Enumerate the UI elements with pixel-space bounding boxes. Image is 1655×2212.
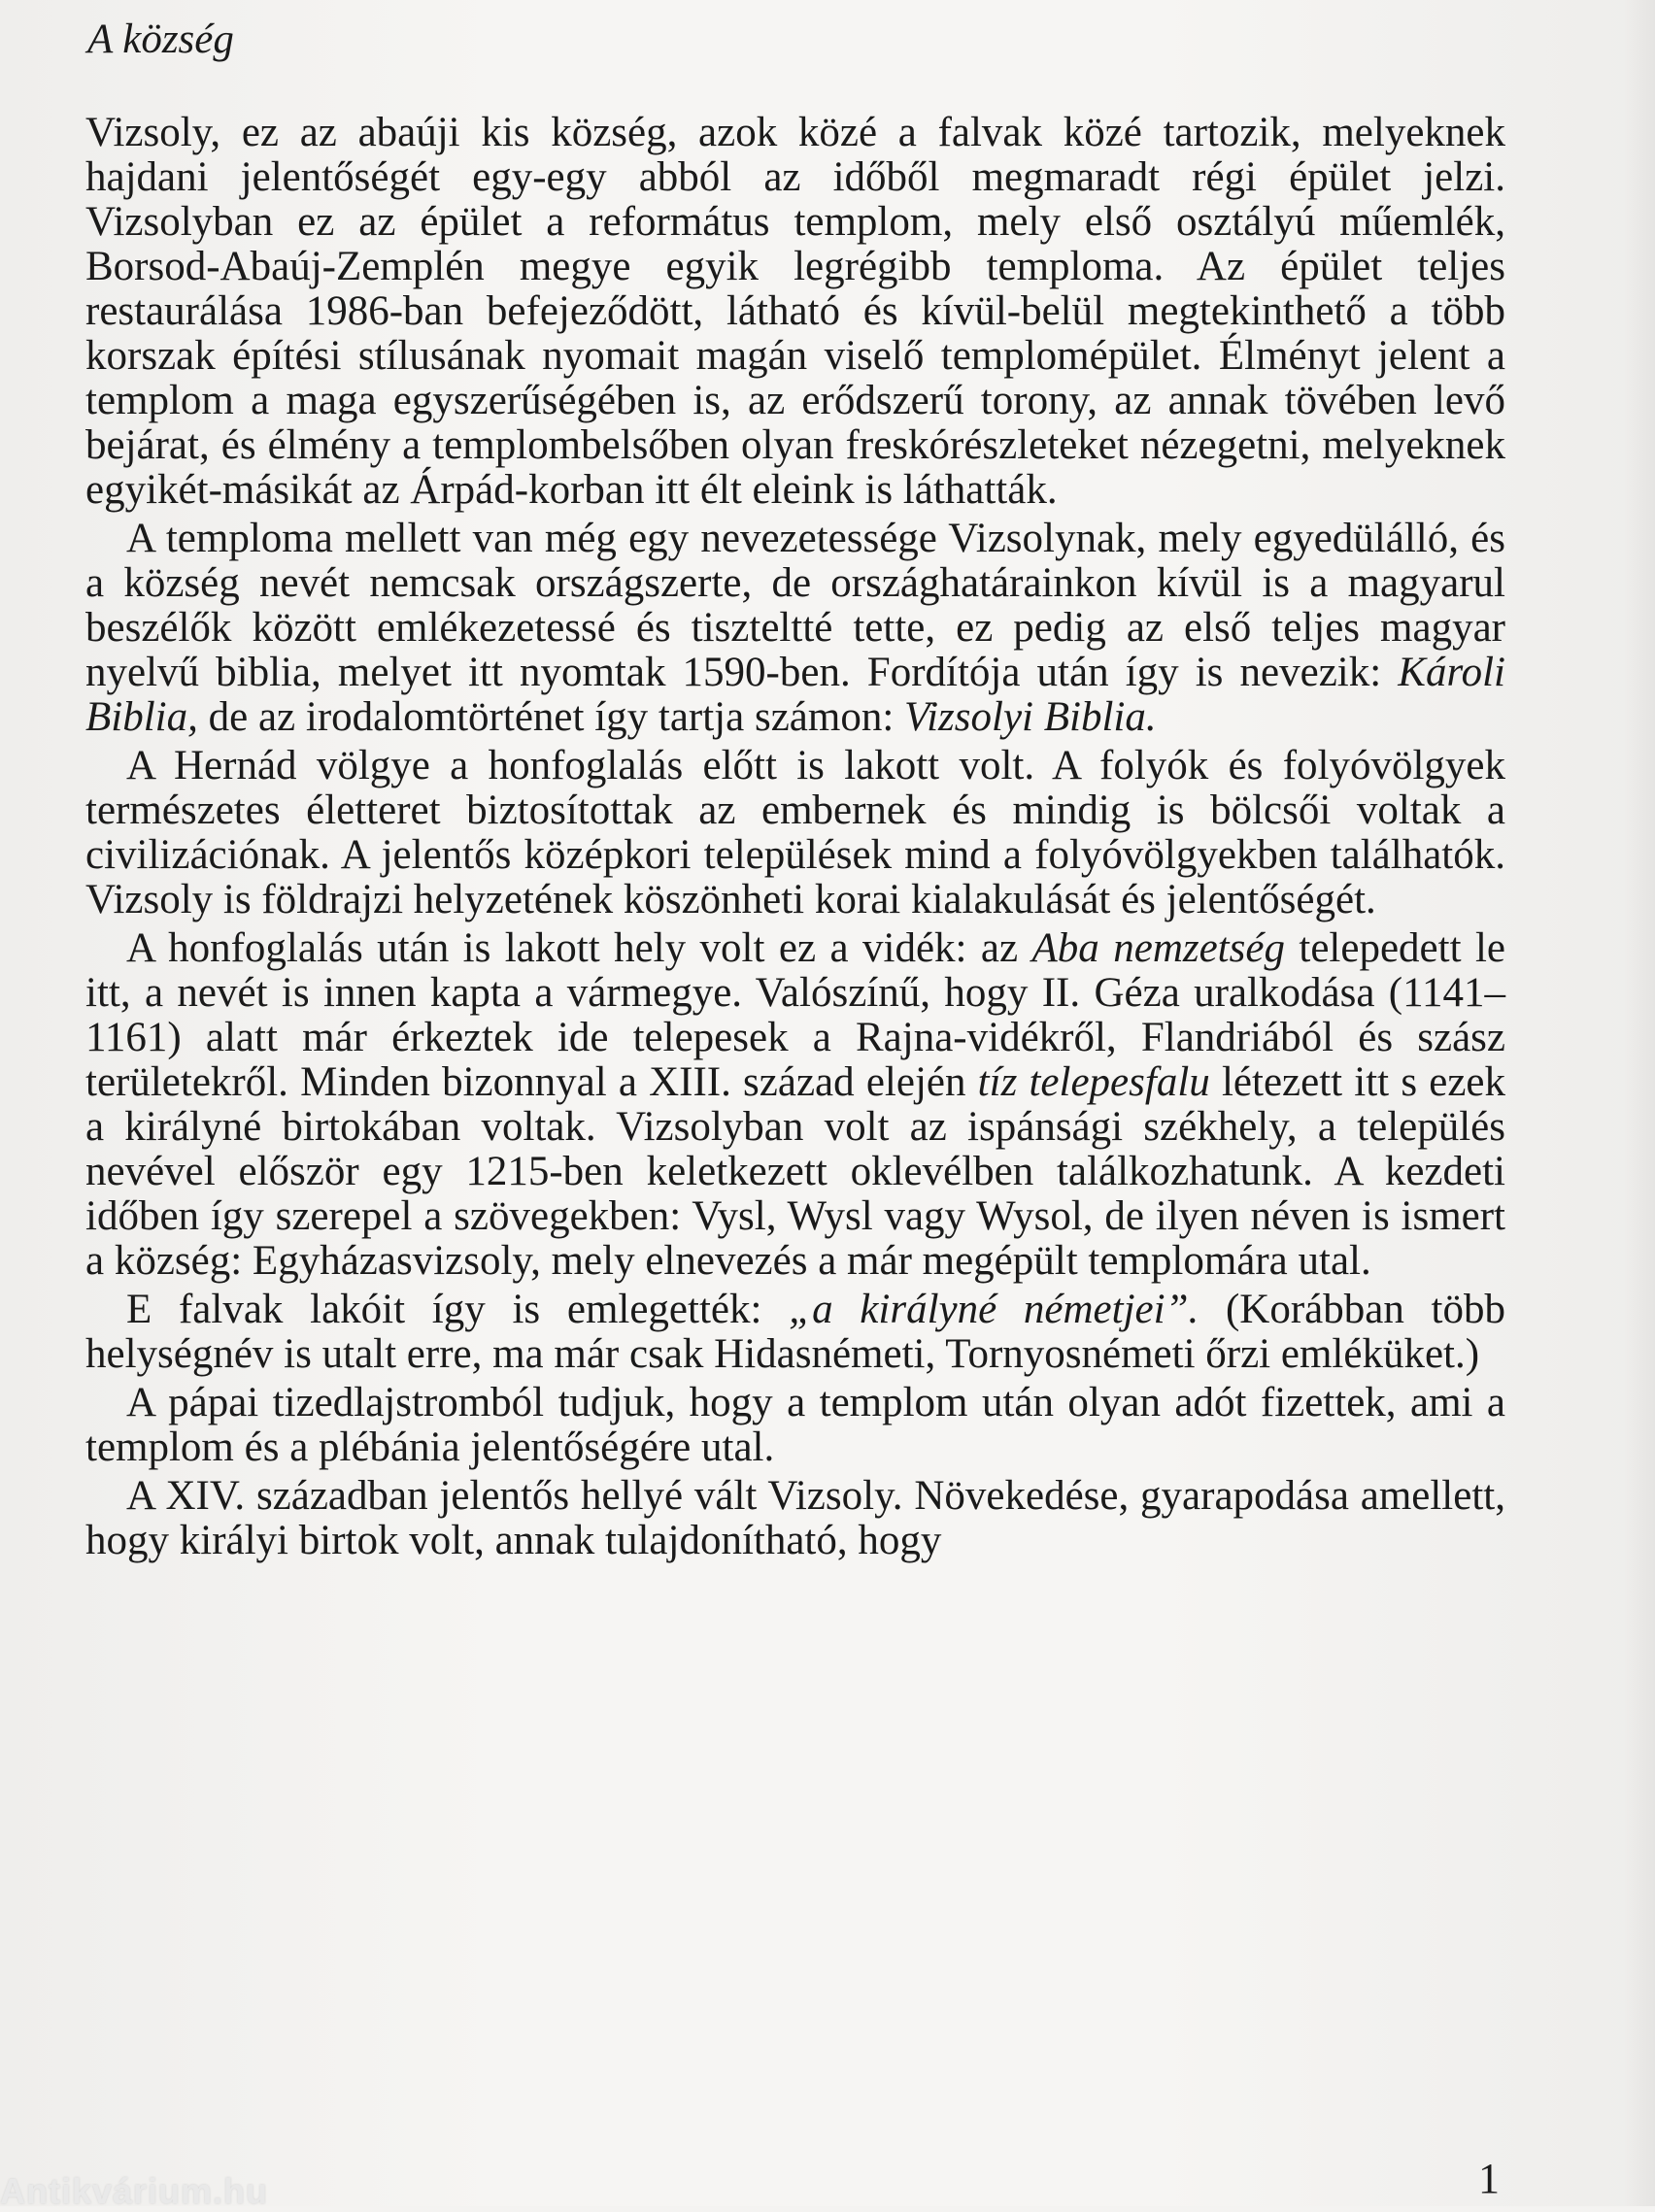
page-number: 1 — [1478, 2155, 1500, 2202]
paragraph-3-text: A Hernád völgye a honfoglalás előtt is lakott volt. A folyók és folyóvölgyek természetes életteret biztosítottak az embernek és mindig is bölcsői voltak a civilizációnak. A jelentős középkori települések mind a folyóvölgyekben találhatók. Vizsoly is földrajzi helyzetének köszönheti korai kialakulását és jelentőségét. — [85, 743, 1505, 922]
paragraph-7 — [85, 1474, 1505, 1563]
paragraph-6-text: A pápai tizedlajstromból tudjuk, hogy a templom után olyan adót fizettek, ami a templom és a plébánia jelentőségére utal. — [85, 1380, 1505, 1470]
paragraph-4-text-a: A honfoglalás után is lakott hely volt ez a vidék: az — [126, 925, 1032, 971]
paragraph-5-text-a: E falvak lakóit így is emlegették: — [126, 1287, 790, 1332]
paragraph-4-italic-telepesfalu: tíz telepesfalu — [977, 1059, 1210, 1105]
paragraph-2-text-a: A temploma mellett van még egy nevezetessége Vizsolynak, mely egyedülálló, és a község nevét nemcsak országszerte, de országhatárainkon kívül is a magyarul beszélők között emlékezetessé és tiszteltté tette, ez pedig az első teljes magyar nyelvű biblia, melyet itt nyomtak 1590-ben. Fordítója után így is nevezik: — [85, 516, 1505, 695]
text-block — [85, 17, 1505, 1563]
watermark: Antikvárium.hu — [0, 2171, 269, 2211]
paragraph-3 — [85, 744, 1505, 922]
paragraph-1-text: Vizsoly, ez az abaúji kis község, azok közé a falvak közé tartozik, melyeknek hajdani jelentőségét egy-egy abból az időből megmaradt régi épület jelzi. Vizsolyban ez az épület a református templom, mely első osztályú műemlék, Borsod-Abaúj-Zemplén megye egyik legrégibb temploma. Az épület teljes restaurálása 1986-ban befejeződött, látható és kívül-belül megtekinthető a több korszak építési stílusának nyomait magán viselő templomépület. Élményt jelent a templom a maga egyszerűségében is, az erődszerű torony, az annak tövében levő bejárat, és élmény a templombelsőben olyan freskórészleteket nézegetni, melyeknek egyikét-másikát az Árpád-korban itt élt eleink is láthatták. — [85, 110, 1505, 513]
paragraph-5 — [85, 1288, 1505, 1377]
paragraph-1 — [85, 111, 1505, 513]
paragraph-2 — [85, 517, 1505, 740]
paragraph-6 — [85, 1381, 1505, 1470]
paragraph-4 — [85, 926, 1505, 1284]
paragraph-7-text: A XIV. században jelentős hellyé vált Vizsoly. Növekedése, gyarapodása amellett, hogy királyi birtok volt, annak tulajdonítható, hogy — [85, 1473, 1505, 1563]
paragraph-4-text-b: telepedett le itt, a nevét is innen kapta a vármegye. Valószínű, hogy II. Géza uralkodása (1141–1161) alatt már érkeztek ide telepesek a Rajna-vidékről, Flandriából és szász területekről. Minden bizonnyal a XIII. század elején — [85, 925, 1505, 1105]
paragraph-5-text-b: (Korábban több helységnév is utalt erre, ma már csak Hidasnémeti, Tornyosnémeti őrzi emléküket.) — [85, 1287, 1505, 1377]
chapter-heading: A község — [87, 17, 234, 62]
paragraph-4-text-c: létezett itt s ezek a királyné birtokában voltak. Vizsolyban volt az ispánsági székhely, a település nevével először egy 1215-ben keletkezett oklevélben találkozhatunk. A kezdeti időben így szerepel a szövegekben: Vysl, Wysl vagy Wysol, de ilyen néven is ismert a község: Egyházasvizsoly, mely elnevezés a már megépült templomára utal. — [85, 1059, 1506, 1284]
paragraph-2-italic-karoli: Károli Biblia, — [85, 650, 1505, 740]
paragraph-2-text-b: de az irodalomtörténet így tartja számon: — [197, 694, 905, 740]
page-edge-shadow — [1624, 0, 1655, 2206]
paragraph-2-italic-vizsolyi: Vizsolyi Biblia. — [904, 694, 1157, 740]
paragraph-4-italic-aba: Aba nemzetség — [1031, 925, 1285, 971]
paragraph-5-italic-quote: „a királyné németjei”. — [789, 1287, 1199, 1332]
